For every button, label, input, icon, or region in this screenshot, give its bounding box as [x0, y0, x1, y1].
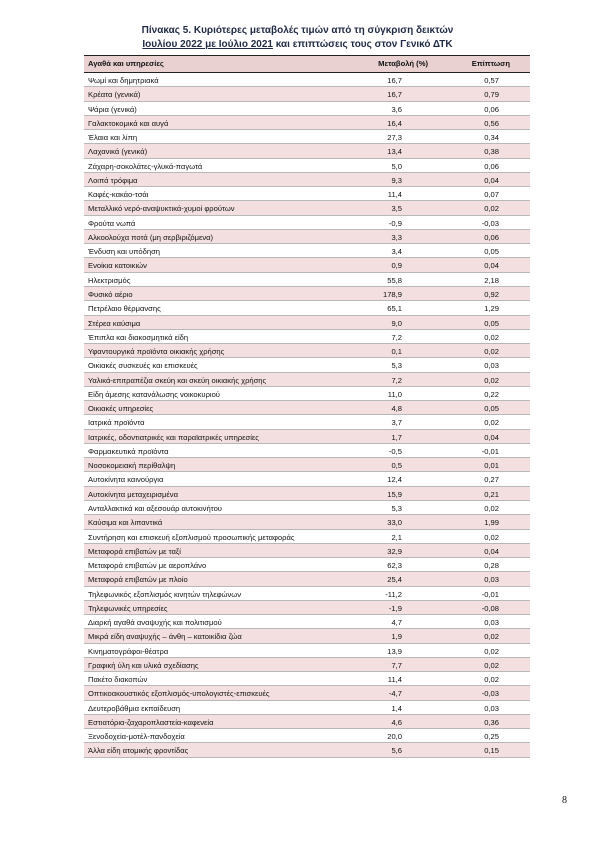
row-change: 13,4 — [387, 147, 402, 157]
table-row — [84, 130, 530, 144]
row-name: Αλκοολούχα ποτά (μη σερβιριζόμενα) — [88, 232, 214, 242]
row-effect: 0,06 — [484, 232, 499, 242]
row-name: Τηλεφωνικός εξοπλισμός κινητών τηλεφώνων — [88, 589, 242, 599]
row-effect: -0,03 — [481, 218, 499, 228]
table-row — [84, 401, 530, 415]
row-change: 178,9 — [382, 289, 402, 299]
table-row — [84, 644, 530, 658]
row-change: 15,9 — [387, 489, 402, 499]
table-row — [84, 244, 530, 258]
row-change: 65,1 — [387, 304, 402, 314]
row-effect: 0,02 — [484, 418, 499, 428]
table-row — [84, 73, 530, 87]
row-change: 16,4 — [387, 118, 402, 128]
row-change: 7,7 — [391, 660, 402, 670]
row-effect: 0,34 — [484, 133, 499, 143]
row-change: 3,7 — [391, 418, 402, 428]
table-row — [84, 501, 530, 515]
row-change: 16,7 — [387, 76, 402, 85]
row-name: Υφαντουργικά προϊόντα οικιακής χρήσης — [88, 347, 225, 357]
row-effect: 0,02 — [484, 675, 499, 685]
header-goods-services: Αγαθά και υπηρεσίες — [88, 59, 164, 68]
row-name: Είδη άμεσης κατανάλωσης νοικοκυριού — [88, 389, 220, 399]
table-row — [84, 102, 530, 116]
row-name: Μεταφορά επιβατών με αεροπλάνο — [88, 561, 207, 571]
row-change: 27,3 — [387, 133, 402, 143]
table-row — [84, 316, 530, 330]
row-change: 33,0 — [387, 518, 402, 528]
row-effect: 0,02 — [484, 204, 499, 214]
row-effect: 0,03 — [484, 575, 499, 585]
row-name: Υαλικά-επιτραπέζια σκεύη και σκεύη οικιακής χρήσης — [88, 375, 267, 385]
table-row — [84, 358, 530, 372]
row-change: 4,6 — [391, 717, 402, 727]
row-change: 5,0 — [391, 161, 402, 171]
table-row — [84, 87, 530, 101]
row-effect: 0,79 — [484, 90, 499, 100]
table-row — [84, 187, 530, 201]
row-change: -1,9 — [388, 603, 402, 613]
row-change: 0,5 — [391, 461, 402, 471]
row-name: Ηλεκτρισμός — [88, 275, 131, 285]
table-row — [84, 743, 530, 757]
row-effect: 0,05 — [484, 318, 499, 328]
row-change: 25,4 — [387, 575, 402, 585]
row-change: 4,7 — [391, 618, 402, 628]
table-row — [84, 715, 530, 729]
row-change: -11,2 — [385, 589, 402, 599]
row-name: Αυτοκίνητα μεταχειρισμένα — [88, 489, 178, 499]
table-row — [84, 258, 530, 272]
row-effect: 0,02 — [484, 646, 499, 656]
table-row — [84, 344, 530, 358]
row-change: 3,5 — [391, 204, 402, 214]
table-row — [84, 301, 530, 315]
row-change: 5,6 — [391, 746, 402, 756]
title-line-2-rest: και επιπτώσεις τους στον Γενικό ΔΤΚ — [272, 39, 453, 50]
row-name: Οπτικοακουστικός εξοπλισμός-υπολογιστές-επισκευές — [88, 689, 270, 699]
table-row — [84, 273, 530, 287]
row-effect: 0,04 — [484, 546, 499, 556]
table-row — [84, 572, 530, 586]
row-effect: 0,03 — [484, 618, 499, 628]
row-name: Μεταλλικό νερό-αναψυκτικά-χυμοί φρούτων — [88, 204, 235, 214]
row-change: 55,8 — [387, 275, 402, 285]
row-effect: 1,29 — [484, 304, 499, 314]
row-name: Ψωμί και δημητριακά — [88, 76, 159, 85]
row-effect: 0,07 — [484, 190, 499, 200]
row-effect: 0,02 — [484, 347, 499, 357]
row-effect: 0,28 — [484, 561, 499, 571]
row-effect: 0,06 — [484, 161, 499, 171]
row-effect: 1,99 — [484, 518, 499, 528]
row-effect: -0,01 — [481, 589, 499, 599]
table-row — [84, 201, 530, 215]
row-effect: -0,03 — [481, 689, 499, 699]
page-number: 8 — [562, 795, 567, 806]
row-effect: 0,03 — [484, 703, 499, 713]
table-row — [84, 216, 530, 230]
row-effect: 0,92 — [484, 289, 499, 299]
table-row — [84, 415, 530, 429]
row-effect: 0,57 — [484, 76, 499, 85]
row-name: Μεταφορά επιβατών με ταξί — [88, 546, 181, 556]
row-name: Εστιατόρια-ζαχαροπλαστεία-καφενεία — [88, 717, 214, 727]
row-name: Δευτεροβάθμια εκπαίδευση — [88, 703, 181, 713]
row-effect: 0,02 — [484, 632, 499, 642]
title-line-2 — [0, 38, 595, 52]
row-effect: 0,38 — [484, 147, 499, 157]
row-change: 1,7 — [391, 432, 402, 442]
table-row — [84, 458, 530, 472]
row-change: 3,3 — [391, 232, 402, 242]
row-effect: -0,01 — [481, 446, 499, 456]
row-change: 13,9 — [387, 646, 402, 656]
table-row — [84, 116, 530, 130]
row-name: Γραφική ύλη και υλικά σχεδίασης — [88, 660, 199, 670]
table-row — [84, 444, 530, 458]
row-name: Άλλα είδη ατομικής φροντίδας — [88, 746, 189, 756]
row-name: Πετρέλαιο θέρμανσης — [88, 304, 161, 314]
row-name: Διαρκή αγαθά αναψυχής και πολιτισμού — [88, 618, 222, 628]
table-header-row — [84, 55, 530, 73]
row-name: Στέρεα καύσιμα — [88, 318, 141, 328]
row-name: Ιατρικές, οδοντιατρικές και παραϊατρικές υπηρεσίες — [88, 432, 259, 442]
row-change: 11,4 — [387, 675, 402, 685]
row-effect: 0,04 — [484, 432, 499, 442]
row-name: Καύσιμα και λιπαντικά — [88, 518, 163, 528]
row-effect: 0,21 — [484, 489, 499, 499]
row-effect: 0,02 — [484, 332, 499, 342]
table-row — [84, 430, 530, 444]
row-effect: 0,27 — [484, 475, 499, 485]
row-change: 1,4 — [391, 703, 402, 713]
row-name: Φαρμακευτικά προϊόντα — [88, 446, 169, 456]
row-effect: 0,36 — [484, 717, 499, 727]
row-change: 3,4 — [391, 247, 402, 257]
table-row — [84, 230, 530, 244]
row-change: 12,4 — [387, 475, 402, 485]
row-change: 11,4 — [387, 190, 402, 200]
table-row — [84, 330, 530, 344]
row-effect: 2,18 — [484, 275, 499, 285]
row-name: Ψάρια (γενικά) — [88, 104, 137, 114]
table-body — [84, 73, 530, 758]
row-effect: 0,06 — [484, 104, 499, 114]
row-change: 32,9 — [387, 546, 402, 556]
row-name: Λαχανικά (γενικά) — [88, 147, 148, 157]
table-row — [84, 701, 530, 715]
row-change: 5,3 — [391, 361, 402, 371]
table-row — [84, 686, 530, 700]
row-effect: -0,08 — [481, 603, 499, 613]
row-change: 20,0 — [387, 732, 402, 742]
row-change: 9,0 — [391, 318, 402, 328]
row-name: Συντήρηση και επισκευή εξοπλισμού προσωπικής μεταφοράς — [88, 532, 295, 542]
table-row — [84, 729, 530, 743]
row-change: 7,2 — [391, 375, 402, 385]
row-effect: 0,05 — [484, 247, 499, 257]
row-name: Κρέατα (γενικά) — [88, 90, 141, 100]
row-effect: 0,03 — [484, 361, 499, 371]
table-row — [84, 672, 530, 686]
row-name: Οικιακές συσκευές και επισκευές — [88, 361, 198, 371]
row-name: Οικιακές υπηρεσίες — [88, 404, 154, 414]
row-effect: 0,02 — [484, 503, 499, 513]
row-effect: 0,02 — [484, 532, 499, 542]
row-change: 16,7 — [387, 90, 402, 100]
row-name: Αυτοκίνητα καινούργια — [88, 475, 164, 485]
row-name: Ξενοδοχεία-μοτέλ-πανδοχεία — [88, 732, 185, 742]
table-row — [84, 530, 530, 544]
table-row — [84, 587, 530, 601]
table-row — [84, 287, 530, 301]
row-change: -0,9 — [388, 218, 402, 228]
row-effect: 0,15 — [484, 746, 499, 756]
table-row — [84, 658, 530, 672]
title-line-1: Πίνακας 5. Κυριότερες μεταβολές τιμών από τη σύγκριση δεικτών — [141, 25, 454, 36]
table-row — [84, 601, 530, 615]
row-change: 1,9 — [391, 632, 402, 642]
row-name: Ενοίκια κατοικιών — [88, 261, 147, 271]
header-effect: Επίπτωση — [471, 59, 510, 68]
table-row — [84, 472, 530, 486]
price-changes-table — [84, 55, 530, 758]
row-name: Φυσικό αέριο — [88, 289, 133, 299]
table-row — [84, 629, 530, 643]
row-change: 4,8 — [391, 404, 402, 414]
row-name: Πακέτο διακοπών — [88, 675, 148, 685]
row-effect: 0,04 — [484, 261, 499, 271]
row-effect: 0,25 — [484, 732, 499, 742]
row-change: 7,2 — [391, 332, 402, 342]
row-name: Ένδυση και υπόδηση — [88, 247, 161, 257]
row-change: 2,1 — [391, 532, 402, 542]
row-name: Κινηματογράφοι-θέατρα — [88, 646, 169, 656]
row-name: Λοιπά τρόφιμα — [88, 175, 138, 185]
row-change: 5,3 — [391, 503, 402, 513]
row-effect: 0,22 — [484, 389, 499, 399]
row-name: Καφές-κακάο-τσάι — [88, 190, 149, 200]
row-name: Έπιπλα και διακοσμητικά είδη — [88, 332, 189, 342]
row-change: -0,5 — [388, 446, 402, 456]
row-change: -4,7 — [388, 689, 402, 699]
table-row — [84, 373, 530, 387]
row-effect: 0,04 — [484, 175, 499, 185]
row-change: 11,0 — [387, 389, 402, 399]
table-row — [84, 558, 530, 572]
row-change: 62,3 — [387, 561, 402, 571]
row-name: Ανταλλακτικά και αξεσουάρ αυτοκινήτου — [88, 503, 222, 513]
row-effect: 0,01 — [484, 461, 499, 471]
row-name: Ιατρικά προϊόντα — [88, 418, 145, 428]
table-row — [84, 544, 530, 558]
table-row — [84, 615, 530, 629]
row-name: Γαλακτοκομικά και αυγά — [88, 118, 169, 128]
row-name: Ζάχαρη-σοκολάτες-γλυκά-παγωτά — [88, 161, 203, 171]
row-name: Τηλεφωνικές υπηρεσίες — [88, 603, 168, 613]
table-row — [84, 159, 530, 173]
table-title — [0, 24, 595, 52]
table-row — [84, 144, 530, 158]
row-name: Νοσοκομειακή περίθαλψη — [88, 461, 176, 471]
row-name: Μικρά είδη αναψυχής – άνθη – κατοικίδια ζώα — [88, 632, 242, 642]
row-effect: 0,56 — [484, 118, 499, 128]
row-change: 3,6 — [391, 104, 402, 114]
table-row — [84, 173, 530, 187]
row-change: 0,9 — [391, 261, 402, 271]
row-name: Έλαια και λίπη — [88, 133, 138, 143]
header-change: Μεταβολή (%) — [378, 59, 428, 68]
row-name: Φρούτα νωπά — [88, 218, 136, 228]
row-effect: 0,02 — [484, 375, 499, 385]
row-change: 9,3 — [391, 175, 402, 185]
table-row — [84, 387, 530, 401]
row-effect: 0,02 — [484, 660, 499, 670]
row-change: 0,1 — [391, 347, 402, 357]
row-effect: 0,05 — [484, 404, 499, 414]
table-row — [84, 515, 530, 529]
table-row — [84, 487, 530, 501]
row-name: Μεταφορά επιβατών με πλοίο — [88, 575, 188, 585]
title-line-2-underlined: Ιουλίου 2022 με Ιούλιο 2021 — [142, 39, 273, 50]
